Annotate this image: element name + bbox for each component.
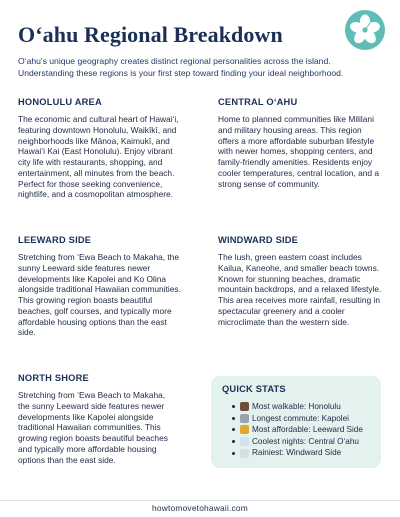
city-icon [240, 402, 249, 411]
logo [345, 10, 385, 50]
page-title: O‘ahu Regional Breakdown [18, 22, 283, 47]
bullet-icon [232, 405, 235, 408]
bullet-icon [232, 440, 235, 443]
section-body-central: Home to planned communities like Mililani and military housing areas. This region offers a more affordable suburban lifestyle with newer homes, shopping centers, and family-friendly amenities. Residents enjoy cooler temperatures, central location, and a strong sense of community. [218, 114, 380, 189]
quick-stat-item [219, 424, 363, 436]
section-heading-north-shore: NORTH SHORE [18, 373, 89, 383]
quick-stat-text: Most walkable: Honolulu [252, 402, 341, 411]
quick-stat-text: Coolest nights: Central O‘ahu [252, 436, 359, 446]
section-heading-central: CENTRAL O‘AHU [218, 97, 298, 107]
bullet-icon [232, 428, 235, 431]
section-heading-leeward: LEEWARD SIDE [18, 235, 92, 245]
intro-paragraph [18, 56, 383, 79]
section-body-windward: The lush, green eastern coast includes Kailua, Kaneohe, and smaller beach towns. Known for stunning beaches, dramatic mountain backdrops, and a relaxed lifestyle. This area receives more rainfall, resulting in spectacular greenery and a cooler microclimate than the western side. [218, 252, 382, 327]
quick-stat-item [219, 436, 363, 448]
section-body-north-shore: Stretching from ‘Ewa Beach to Makaha, the sunny Leeward side features newer developments like Kapolei alongside traditional Hawaiian communities. This growing region boasts beautiful beaches and typically more affordable housing options than the east side. [18, 390, 168, 465]
cool-weather-icon [240, 437, 249, 446]
quick-stat-item [219, 413, 363, 425]
quick-stats-heading: QUICK STATS [222, 384, 286, 394]
section-body-leeward: Stretching from ‘Ewa Beach to Makaha, the sunny Leeward side features newer developments like Kapolei and Ko Olina alongside traditional Hawaiian communities. This growing region boasts beautiful beaches, golf courses, and typically more affordable housing options than the east side. [18, 252, 181, 338]
hibiscus-flower-icon [345, 10, 385, 50]
footer-divider [0, 500, 400, 501]
bullet-icon [232, 452, 235, 455]
car-icon [240, 414, 249, 423]
quick-stats-box [211, 376, 381, 468]
quick-stat-text: Rainiest: Windward Side [252, 448, 342, 458]
quick-stat-text: Longest commute: Kapolei [252, 413, 349, 423]
section-body-honolulu: The economic and cultural heart of Hawai‘i, featuring downtown Honolulu, Waikīkī, and neighborhoods like Mānoa, Kaimukī, and Hawai‘i Kai (East Honolulu). Enjoy vibrant city life with restaurants, shopping, and entertainment, all minutes from the beach. Perfect for those seeking convenience, nightlife, and a cosmopolitan atmosphere. [18, 114, 179, 200]
footer-url[interactable]: howtomovetohawaii.com [152, 503, 248, 513]
intro-text: O‘ahu's unique geography creates distinct regional personalities across the island. Understanding these regions is your first step toward finding your ideal neighborhood. [18, 56, 344, 78]
section-heading-honolulu: HONOLULU AREA [18, 97, 102, 107]
bullet-icon [232, 417, 235, 420]
quick-stat-text: Most affordable: Leeward Side [252, 425, 363, 435]
quick-stat-item [219, 401, 363, 413]
money-icon [240, 425, 249, 434]
rain-cloud-icon [240, 449, 249, 458]
quick-stats-list [219, 401, 363, 459]
section-heading-windward: WINDWARD SIDE [218, 235, 299, 245]
quick-stat-item [219, 447, 363, 459]
